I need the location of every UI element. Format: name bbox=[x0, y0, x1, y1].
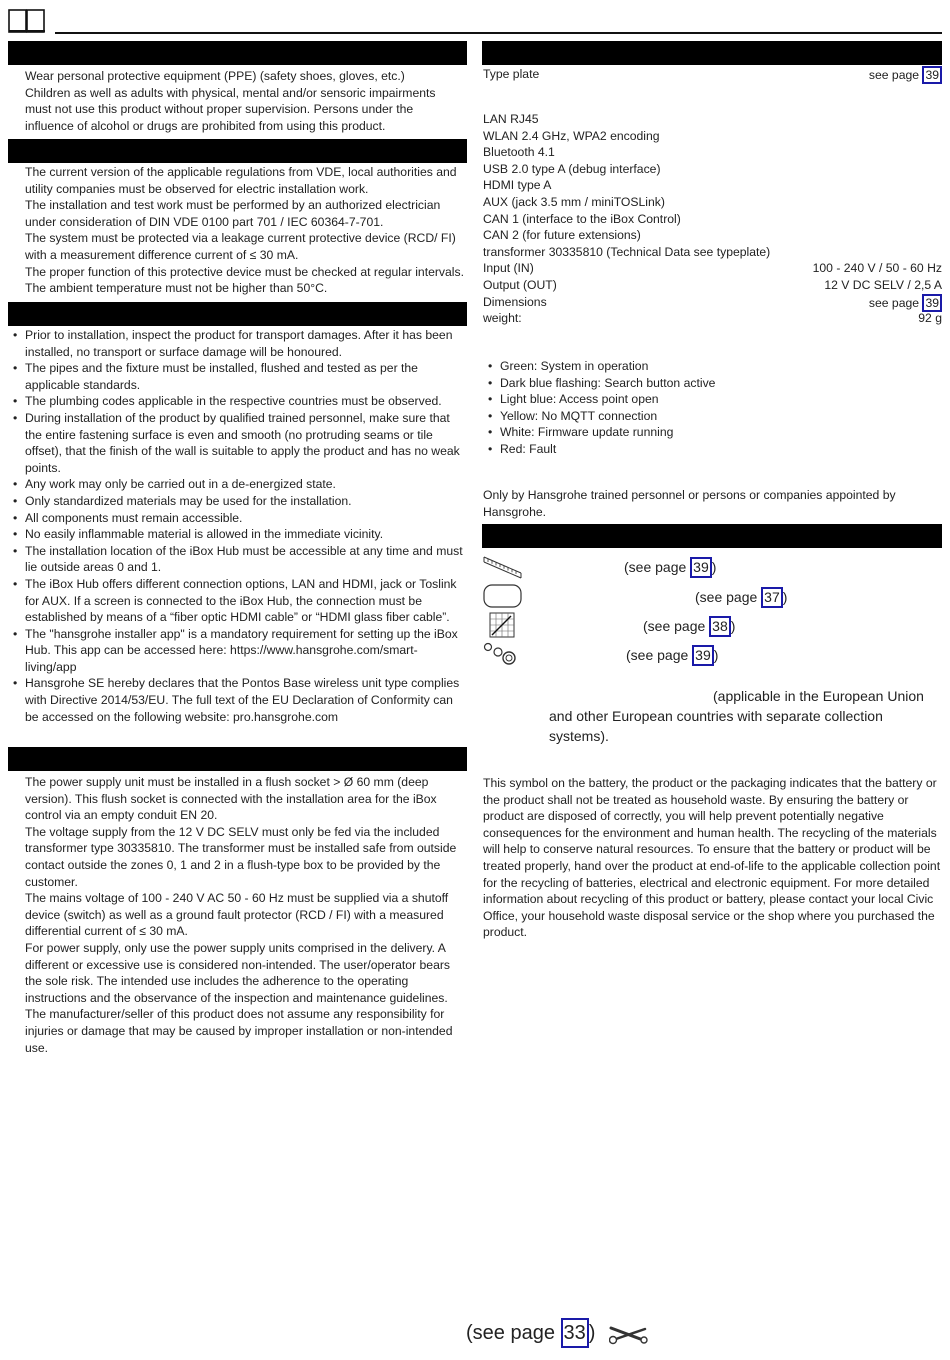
dimensions-label: Dimensions bbox=[483, 294, 547, 309]
weight-row bbox=[483, 310, 942, 327]
spec-line: WLAN 2.4 GHz, WPA2 encoding bbox=[483, 128, 660, 143]
list-item: • No easily inflammable material is allowed in the immediate vicinity. bbox=[9, 526, 467, 543]
paren: ) bbox=[588, 1322, 596, 1344]
paragraph: For power supply, only use the power supply units comprised in the delivery. A different or excessive use is considered non-intended. The user/operator bears the sole risk. The intended use includes the adherence to the operating instructions and the observance of the inspection and maintenance guidelines. The manufacturer/seller of this product does not assume any responsibility for injuries or damage that may be caused by improper installation or non-intended use. bbox=[25, 940, 453, 1055]
page-link[interactable]: 39 bbox=[692, 645, 714, 666]
paragraph: The power supply unit must be installed in a flush socket > Ø 60 mm (deep version). This flush socket is connected with the installation area for the iBox control via an empty conduit EN 20. bbox=[25, 775, 437, 823]
spec-line: transformer 30335810 (Technical Data see typeplate) bbox=[483, 244, 771, 259]
see-page-text: see page bbox=[868, 295, 920, 310]
symbol-ref bbox=[695, 587, 787, 608]
list-item: • The iBox Hub offers different connection options, LAN and HDMI, jack or Toslink for AUX. If a screen is connected to the iBox Hub, the connection must be established by means of a “fiber optic HDMI cable” or “HDMI glass fiber cable”. bbox=[9, 576, 467, 626]
section-bar-safety bbox=[8, 41, 467, 65]
list-item: • Red: Fault bbox=[483, 441, 942, 458]
see-page-text: (see page bbox=[466, 1322, 555, 1344]
wrench-icon bbox=[609, 1321, 649, 1347]
spec-line: Bluetooth 4.1 bbox=[483, 145, 555, 160]
list-item: • The pipes and the fixture must be installed, flushed and tested as per the applicable standards. bbox=[9, 360, 467, 393]
weight-label: weight: bbox=[483, 311, 522, 326]
spec-line: CAN 2 (for future extensions) bbox=[483, 228, 641, 243]
hatched-square-icon bbox=[483, 612, 523, 640]
list-item: • Hansgrohe SE hereby declares that the Pontos Base wireless unit type complies with Directive 2014/53/EU. The full text of the EU Declaration of Conformity can be accessed on the following website: pro.hansgrohe.com bbox=[9, 675, 467, 725]
electrical-text bbox=[25, 164, 465, 297]
list-item: • Green: System in operation bbox=[483, 358, 942, 375]
symbol-ref bbox=[624, 557, 716, 578]
type-plate-label: Type plate bbox=[483, 67, 540, 81]
list-item: • Light blue: Access point open bbox=[483, 391, 942, 408]
section-bar-power bbox=[8, 747, 467, 771]
symbol-row-spare-parts bbox=[483, 641, 943, 671]
spec-list bbox=[483, 111, 942, 327]
section-bar-technical-data bbox=[482, 41, 942, 65]
list-item: • The "hansgrohe installer app" is a mandatory requirement for setting up the iBox Hub. This app can be accessed here: https://www.hansgrohe.com/smart-living/app bbox=[9, 626, 467, 676]
paragraph: The mains voltage of 100 - 240 V AC 50 - 60 Hz must be supplied via a shutoff device (switch) as well as a ground fault protector (RCD / FI) with a measured differential current of ≤ 30 mA. bbox=[25, 891, 449, 939]
paragraph: The installation and test work must be performed by an authorized electrician under consideration of DIN VDE 0100 part 701 / IEC 60364-7-701. bbox=[25, 198, 441, 229]
see-page-text: see page bbox=[868, 68, 920, 82]
paragraph: The ambient temperature must not be higher than 50°C. bbox=[25, 281, 328, 296]
symbol-ref bbox=[643, 616, 735, 637]
power-text bbox=[25, 774, 465, 1056]
list-item: • During installation of the product by qualified trained personnel, make sure that the entire fastening surface is even and smooth (no protruding seams or tile offset), that the finish of the wall is suitable to apply the product and has no weak points. bbox=[9, 410, 467, 476]
list-item: • The installation location of the iBox Hub must be accessible at any time and must lie outside areas 0 and 1. bbox=[9, 543, 467, 576]
safety-text bbox=[25, 68, 465, 134]
paragraph: Children as well as adults with physical, mental and/or sensoric impairments must not use this product without proper supervision. Persons under the influence of alcohol or drugs are prohibited from using this product. bbox=[25, 85, 436, 133]
list-item: • Dark blue flashing: Search button active bbox=[483, 375, 942, 392]
spec-line: CAN 1 (interface to the iBox Control) bbox=[483, 211, 681, 226]
input-row bbox=[483, 260, 942, 277]
book-icon bbox=[8, 9, 46, 33]
weight-value: 92 g bbox=[918, 311, 942, 326]
rounded-rect-icon bbox=[483, 583, 523, 611]
disposal-text bbox=[483, 686, 942, 746]
see-page-text: (see page bbox=[626, 647, 689, 663]
disposal-line: systems). bbox=[549, 728, 609, 744]
paren: ) bbox=[713, 647, 719, 663]
paragraph: The current version of the applicable regulations from VDE, local authorities and utility companies must be observed for electric installation work. bbox=[25, 165, 457, 196]
page-link[interactable]: 37 bbox=[761, 587, 783, 608]
installation-list bbox=[9, 327, 467, 725]
section-bar-installation bbox=[8, 302, 467, 326]
paragraph: The system must be protected via a leakage current protective device (RCD/ FI) with a measurement difference current of ≤ 30 mA. bbox=[25, 231, 456, 262]
type-plate-ref bbox=[869, 66, 942, 83]
list-item: • Only standardized materials may be used for the installation. bbox=[9, 493, 467, 510]
symbol-ref bbox=[626, 645, 718, 666]
input-value: 100 - 240 V / 50 - 60 Hz bbox=[812, 261, 942, 276]
battery-disposal-text: This symbol on the battery, the product or the packaging indicates that the battery or the product shall not be treated as household waste. By ensuring the battery or product are disposed of correctly, you will help prevent potentially negative consequences for the environment and human health. The recycling of the materials will help to conserve natural resources. To ensure that the battery or product will be treated properly, hand over the product at end-of-life to the applicable collection point for the recycling of batteries, electrical and electronic equipment. For more detailed information about recycling of this product or battery, please contact your local Civic Office, your household waste disposal service or the shop where you purchased the product. bbox=[483, 776, 941, 940]
paragraph: The proper function of this protective device must be checked at regular intervals. bbox=[25, 264, 464, 279]
list-item: • The plumbing codes applicable in the respective countries must be observed. bbox=[9, 393, 467, 410]
output-value: 12 V DC SELV / 2,5 A bbox=[824, 277, 942, 292]
page-link[interactable]: 39 bbox=[922, 66, 942, 84]
dimensions-row bbox=[483, 294, 942, 311]
page-link[interactable]: 39 bbox=[922, 294, 942, 312]
dimensions-ref bbox=[869, 294, 942, 311]
symbol-row-cleaning bbox=[483, 583, 943, 613]
paren: ) bbox=[730, 618, 736, 634]
see-page-text: (see page bbox=[695, 589, 758, 605]
paren: ) bbox=[782, 589, 788, 605]
spec-line: AUX (jack 3.5 mm / miniTOSLink) bbox=[483, 194, 665, 209]
page-link[interactable]: 39 bbox=[690, 557, 712, 578]
spare-parts-icon bbox=[483, 641, 523, 669]
list-item: • Prior to installation, inspect the product for transport damages. After it has been installed, no transport or surface damage will be honoured. bbox=[9, 327, 467, 360]
type-plate-row bbox=[483, 66, 942, 83]
symbol-row-dimensions bbox=[483, 553, 943, 583]
symbol-row-diagram bbox=[483, 612, 943, 642]
spec-line: HDMI type A bbox=[483, 178, 552, 193]
section-bar-electrical bbox=[8, 139, 467, 163]
list-item: • White: Firmware update running bbox=[483, 424, 942, 441]
service-note: Only by Hansgrohe trained personnel or persons or companies appointed by Hansgrohe. bbox=[483, 488, 896, 519]
disposal-line: (applicable in the European Union bbox=[713, 688, 924, 704]
input-label: Input (IN) bbox=[483, 261, 534, 276]
footer-page-ref bbox=[466, 1318, 649, 1348]
paragraph: Wear personal protective equipment (PPE) (safety shoes, gloves, etc.) bbox=[25, 69, 405, 83]
section-bar-symbols bbox=[482, 524, 942, 548]
see-page-text: (see page bbox=[643, 618, 706, 634]
spec-line: LAN RJ45 bbox=[483, 112, 539, 126]
list-item: • All components must remain accessible. bbox=[9, 510, 467, 527]
output-row bbox=[483, 277, 942, 294]
page-link[interactable]: 38 bbox=[709, 616, 731, 637]
list-item: • Any work may only be carried out in a de-energized state. bbox=[9, 476, 467, 493]
ruler-icon bbox=[483, 553, 523, 581]
paren: ) bbox=[711, 559, 717, 575]
spec-line: USB 2.0 type A (debug interface) bbox=[483, 161, 661, 176]
led-state-list bbox=[483, 358, 942, 458]
disposal-line: and other European countries with separate collection bbox=[549, 708, 883, 724]
list-item: • Yellow: No MQTT connection bbox=[483, 408, 942, 425]
output-label: Output (OUT) bbox=[483, 277, 557, 292]
see-page-text: (see page bbox=[624, 559, 687, 575]
page-link[interactable]: 33 bbox=[561, 1318, 589, 1348]
paragraph: The voltage supply from the 12 V DC SELV must only be fed via the included transformer type 30335810. The transformer must be installed safe from outside contact outside the zones 0, 1 and 2 in a flush-type box to be provided by the customer. bbox=[25, 824, 457, 889]
header-rule bbox=[55, 32, 942, 34]
